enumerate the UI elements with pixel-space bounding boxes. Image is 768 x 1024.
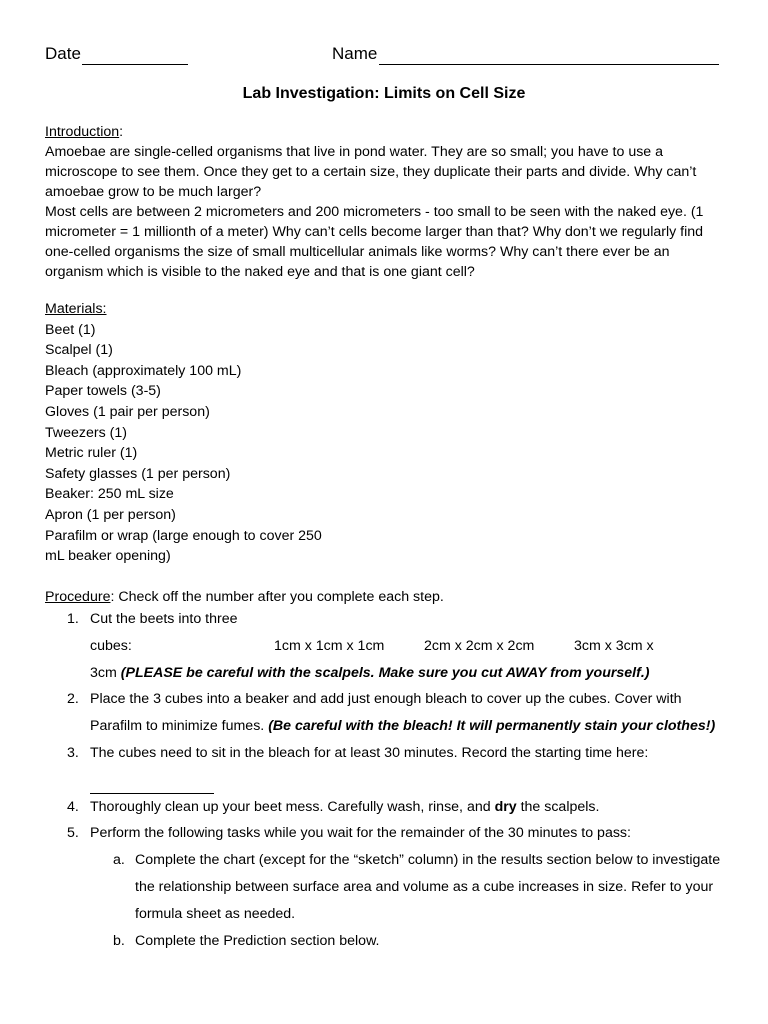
procedure-substep-b [45,928,725,955]
bleach-warning: (Be careful with the bleach! It will permanently stain your clothes!) [268,718,716,735]
material-item: Safety glasses (1 per person) [45,465,231,482]
page-title: Lab Investigation: Limits on Cell Size [242,85,526,102]
step-text-end: the scalpels. [516,798,600,815]
substep-text: Complete the Prediction section below. [135,932,380,949]
procedure-step-3 [45,740,725,794]
material-item: Beaker: 250 mL size [45,486,174,503]
substep-letter: b. [113,932,125,949]
material-item: Beet (1) [45,321,96,338]
introduction-paragraph-1: Amoebae are single-celled organisms that live in pond water. They are so small; you have to use a microscope to see them. Once they get to a certain size, they duplicate their parts and divide. Why can’t amoebae grow to be much larger? [45,144,697,200]
step-number: 5. [67,825,79,842]
cube-size-3-continued: 3cm [90,664,121,681]
date-label: Date [45,44,81,63]
step-text: Perform the following tasks while you wait for the remainder of the 30 minutes to pass: [90,825,631,842]
date-blank[interactable] [82,44,188,65]
step-number: 3. [67,744,79,761]
materials-section [45,299,725,567]
material-item: Scalpel (1) [45,342,113,359]
procedure-heading: Procedure [45,589,111,605]
step-text-bold: dry [494,798,517,815]
name-blank[interactable] [379,44,719,65]
header [45,44,725,70]
procedure-intro: : Check off the number after you complete each step. [110,589,444,605]
materials-heading: Materials: [45,301,107,317]
procedure-substep-a [45,847,725,927]
introduction-heading: Introduction [45,124,120,140]
material-item: Gloves (1 pair per person) [45,403,210,420]
step-number: 4. [67,798,79,815]
step-number: 2. [67,691,79,708]
material-item: Bleach (approximately 100 mL) [45,362,242,379]
procedure-step-4 [45,794,725,821]
material-item: Parafilm or wrap (large enough to cover 250 [45,527,322,544]
substep-letter: a. [113,852,125,869]
material-item: Apron (1 per person) [45,506,176,523]
starting-time-blank[interactable] [90,775,214,794]
material-item: Paper towels (3-5) [45,383,161,400]
introduction-paragraph-2: Most cells are between 2 micrometers and 200 micrometers - too small to be seen with the naked eye. (1 micrometer = 1 millionth of a meter) Why can’t cells become larger than that? Why don’t we regularly find one-celled organisms the size of small multicellular animals like worms? Why can’t there ever be an organism which is visible to the naked eye and that is one giant cell? [45,204,704,280]
introduction-heading-colon: : [119,124,124,140]
procedure-step-2 [45,686,725,740]
step-text: Place the 3 cubes into a beaker and add just enough bleach to cover up the cubes. Cover with Parafilm to minimize fumes. [90,691,682,735]
material-item: Metric ruler (1) [45,445,138,462]
introduction-section [45,122,725,282]
procedure-step-5 [45,820,725,847]
procedure-heading-line [45,587,725,607]
material-item: mL beaker opening) [45,548,171,565]
step-text: The cubes need to sit in the bleach for at least 30 minutes. Record the starting time here: [90,744,649,761]
cube-size-2: 2cm x 2cm x 2cm [424,637,535,654]
cube-size-1: 1cm x 1cm x 1cm [274,637,385,654]
name-label: Name [332,44,378,63]
material-item: Tweezers (1) [45,424,127,441]
step-number: 1. [67,611,79,627]
procedure-step-1 [45,606,725,686]
cube-size-3: 3cm x 3cm x [574,637,654,654]
procedure-steps [45,606,725,954]
step-text: Thoroughly clean up your beet mess. Carefully wash, rinse, and [90,798,495,815]
step-text: Cut the beets into three cubes: [90,611,238,654]
substep-text: Complete the chart (except for the “sketch” column) in the results section below to investigate the relationship between surface area and volume as a cube increases in size. Refer to your formula sheet as needed. [135,852,721,922]
scalpel-warning: (PLEASE be careful with the scalpels. Make sure you cut AWAY from yourself.) [120,664,650,681]
